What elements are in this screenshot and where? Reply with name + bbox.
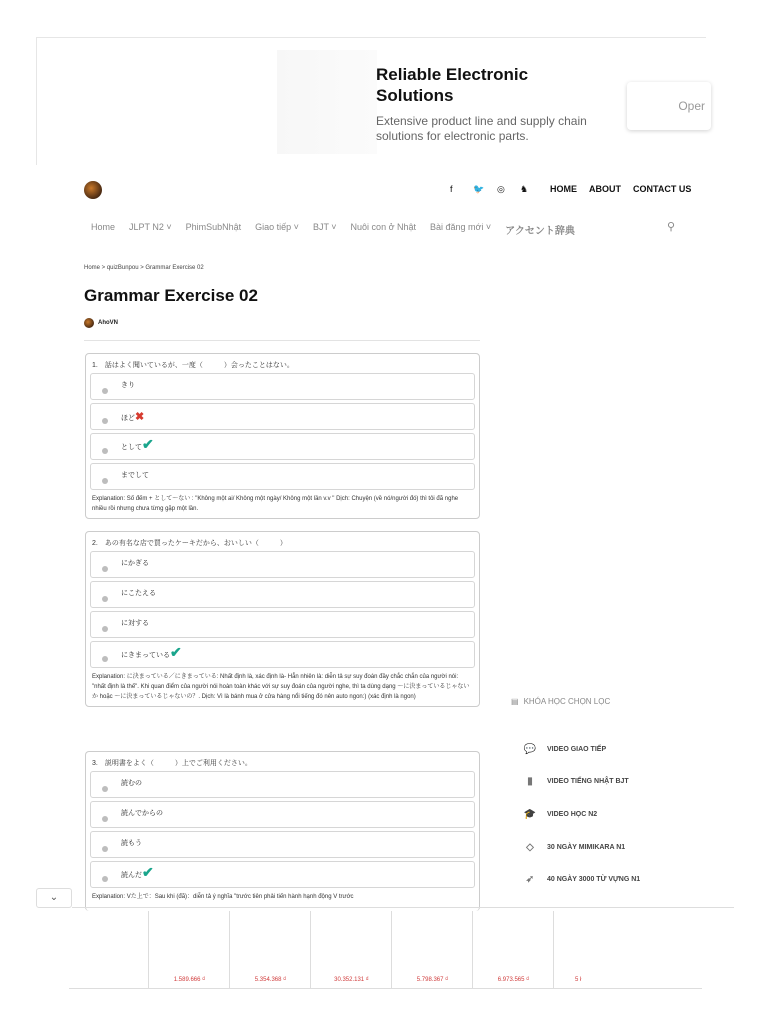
product-card[interactable] (69, 911, 149, 989)
option-label: にこたえる (121, 590, 156, 597)
nav-item-home[interactable]: Home (91, 222, 116, 232)
page-title: Grammar Exercise 02 (84, 286, 258, 305)
question-card (85, 751, 480, 911)
sidebar-title (511, 697, 610, 706)
option-label: に対する (121, 620, 149, 627)
answer-option[interactable] (90, 433, 475, 460)
price: 30.352.131 ₫ (334, 977, 369, 983)
author-name[interactable]: AhoVN (98, 320, 118, 326)
answer-option[interactable] (90, 801, 475, 828)
explanation: Explanation: Số đếm + として～ない : "Không một ai/ Không một ngày/ Không một lần v.v " Dịch: Chuyện (về nó/người đó) thì tôi đã nghe nhiều rồi nhưng chưa từng gặp một lần. (92, 496, 459, 512)
option-label: 読むの (121, 780, 142, 787)
avatar (84, 318, 94, 328)
answer-option[interactable] (90, 611, 475, 638)
answer-option[interactable] (90, 831, 475, 858)
breadcrumb[interactable]: Home > quizBunpou > Grammar Exercise 02 (84, 265, 204, 271)
option-label: までして (121, 472, 149, 479)
diamond-icon: ◇ (526, 841, 534, 853)
radio-dot[interactable] (102, 388, 108, 394)
product-card[interactable] (231, 911, 311, 989)
sidebar-item-label: VIDEO TIẾNG NHẬT BJT (547, 778, 629, 786)
question-text: 1. 話はよく聞いているが、一度（ ）会ったことはない。 (92, 362, 294, 369)
nav-item-giao-tiep[interactable]: Giao tiếp ˅ (255, 222, 299, 232)
radio-dot[interactable] (102, 478, 108, 484)
wrong-icon: ✖ (135, 411, 145, 423)
answer-option[interactable] (90, 641, 475, 668)
check-icon: ✔ (170, 644, 182, 660)
sidebar-item-mimikara-n1[interactable] (513, 831, 687, 864)
answer-option[interactable] (90, 551, 475, 578)
radio-dot[interactable] (102, 626, 108, 632)
price: 6.973.565 ₫ (497, 977, 530, 983)
sidebar-title-text: KHÓA HỌC CHỌN LỌC (523, 697, 611, 706)
instagram-icon[interactable]: ◎ (497, 184, 505, 194)
sidebar-item-video-n2[interactable] (513, 798, 687, 831)
question-text: 3. 説明書をよく（ ）上でご利用ください。 (92, 760, 252, 767)
product-card[interactable] (474, 911, 554, 989)
chevron-down-icon[interactable]: ⌄ (36, 888, 72, 908)
price: 5.354.368 ₫ (254, 977, 287, 983)
ad-title[interactable]: Reliable Electronic Solutions (376, 65, 529, 105)
radio-dot[interactable] (102, 816, 108, 822)
answer-option[interactable] (90, 373, 475, 400)
divider (84, 340, 480, 341)
price: 5.798.367 ₫ (416, 977, 449, 983)
ad-description: Extensive product line and supply chain solutions for electronic parts. (376, 114, 587, 143)
site-logo[interactable] (84, 181, 102, 199)
check-icon: ✔ (142, 436, 154, 452)
chat-icon: 💬 (523, 743, 537, 755)
price: 1.589.666 ₫ (173, 977, 206, 983)
about-link[interactable]: ABOUT (589, 184, 621, 194)
top-ad-banner[interactable] (36, 37, 706, 165)
explanation: Explanation: に決まっている／にきまっている: Nhất định là, xác định là- Hẳn nhiên là: diễn tả sự suy đoán đầy chắc chắn của người nói: "nhất định là thế". Khi quan điểm của người nói hoàn toàn khác với sự suy đoán của người nghe, thì ta dùng dạng ～に決まっているじゃないか hoặc ～に決まっているじゃないの？. Dịch: Vì là bánh mua ở cửa hàng nổi tiếng đó nên auto ngon:) (xác định là ngon) (92, 674, 470, 700)
radio-dot[interactable] (102, 596, 108, 602)
twitter-icon[interactable]: 🐦 (473, 184, 485, 194)
contact-link[interactable]: CONTACT US (633, 184, 692, 194)
radio-dot[interactable] (102, 448, 108, 454)
sidebar-item-label: VIDEO HỌC N2 (547, 810, 598, 818)
answer-option[interactable] (90, 581, 475, 608)
author[interactable] (84, 318, 118, 328)
question-card (85, 353, 480, 519)
product-card[interactable] (393, 911, 473, 989)
option-label: 読んだ (121, 872, 142, 879)
question-card (85, 531, 480, 707)
ad-open-button[interactable]: Oper (627, 82, 711, 130)
nav-item-bai-dang-moi[interactable]: Bài đăng mới ˅ (429, 222, 492, 232)
sidebar-list (513, 733, 687, 896)
option-label: きり (121, 382, 135, 389)
nav-item-accent-dictionary[interactable]: アクセント辞典 (505, 226, 575, 237)
radio-dot[interactable] (102, 418, 108, 424)
search-icon[interactable]: ⚲ (667, 221, 676, 233)
radio-dot[interactable] (102, 786, 108, 792)
sidebar-item-label: 40 NGÀY 3000 TỪ VỰNG N1 (547, 876, 641, 884)
book-icon: ▮ (527, 776, 533, 788)
radio-dot[interactable] (102, 656, 108, 662)
product-card[interactable] (150, 911, 230, 989)
nav-item-jlpt-n2[interactable]: JLPT N2 ˅ (129, 222, 172, 232)
answer-option[interactable] (90, 771, 475, 798)
divider (72, 907, 734, 908)
product-card[interactable] (312, 911, 392, 989)
radio-dot[interactable] (102, 846, 108, 852)
home-link[interactable]: HOME (550, 184, 577, 194)
product-card[interactable] (555, 911, 635, 989)
top-links (550, 184, 691, 194)
price: 5 ł (575, 977, 582, 983)
answer-option[interactable] (90, 403, 475, 430)
graduation-cap-icon: 🎓 (523, 808, 537, 820)
explanation: Explanation: Vた上で：Sau khi (đã)：diễn tả ý nghĩa "trước tiên phải tiến hành hạnh động V trước (92, 894, 354, 900)
sidebar-item-3000-tu-vung[interactable] (513, 863, 687, 896)
sidebar-item-label: VIDEO GIAO TIẾP (547, 745, 607, 753)
option-label: にかぎる (121, 560, 149, 567)
radio-dot[interactable] (102, 876, 108, 882)
main-nav (91, 222, 575, 237)
sidebar-item-video-bjt[interactable] (513, 766, 687, 799)
bottom-ad-strip[interactable] (69, 911, 702, 989)
option-label: として (121, 444, 142, 451)
deal-icon[interactable]: ♞ (520, 184, 529, 194)
rocket-icon: ➶ (525, 874, 535, 886)
sidebar-item-video-giao-tiep[interactable] (513, 733, 687, 766)
ad-image (277, 50, 377, 154)
list-icon: ▤ (511, 697, 519, 706)
radio-dot[interactable] (102, 566, 108, 572)
nav-item-bjt[interactable]: BJT ˅ (312, 222, 337, 232)
answer-option[interactable] (90, 861, 475, 888)
answer-option[interactable] (90, 463, 475, 490)
nav-item-phimsubnhat[interactable]: PhimSubNhật (185, 222, 242, 232)
option-label: ほど (121, 415, 135, 422)
option-label: 読もう (121, 840, 142, 847)
question-text: 2. あの有名な店で買ったケーキだから、おいしい（ ） (92, 540, 287, 547)
sidebar-item-label: 30 NGÀY MIMIKARA N1 (547, 843, 626, 851)
nav-item-nuoi-con[interactable]: Nuôi con ở Nhật (350, 222, 416, 232)
option-label: 読んでからの (121, 810, 163, 817)
check-icon: ✔ (142, 864, 154, 880)
facebook-icon[interactable]: f (450, 184, 453, 194)
option-label: にきまっている (121, 652, 170, 659)
